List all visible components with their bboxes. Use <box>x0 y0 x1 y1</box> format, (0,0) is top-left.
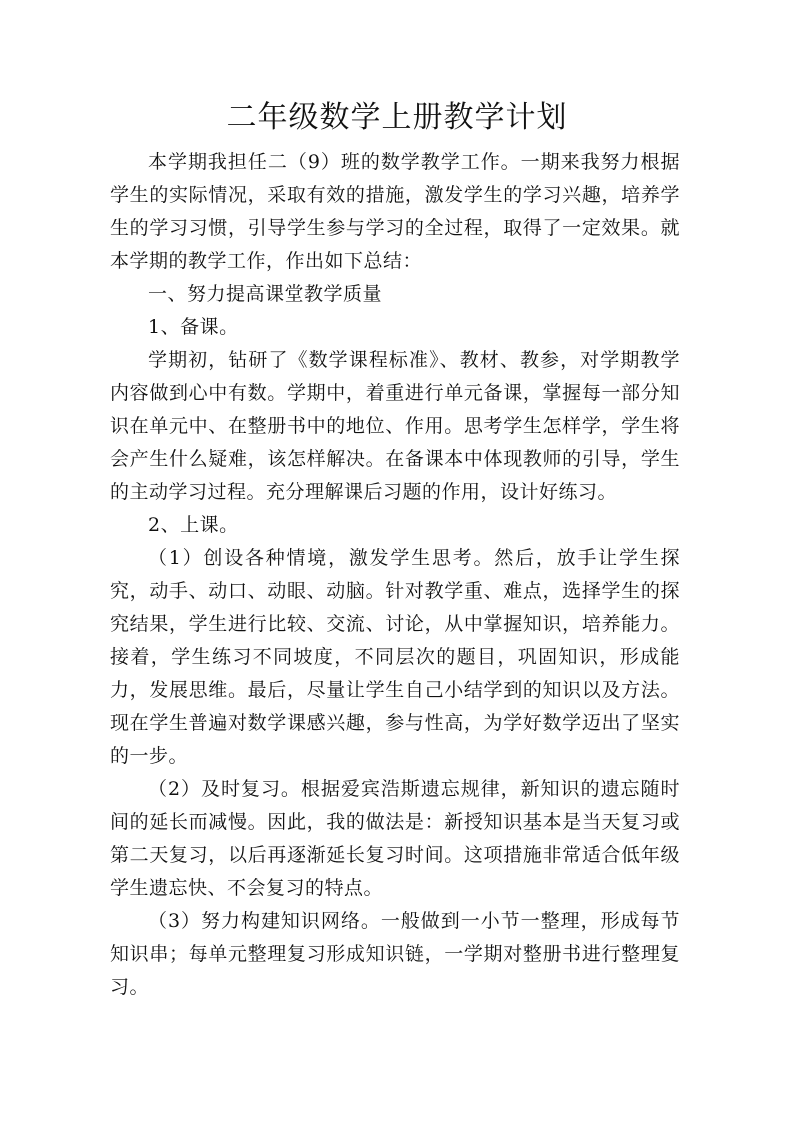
teaching-point-paragraph: （3）努力构建知识网络。一般做到一小节一整理，形成每节知识串；每单元整理复习形成知识链，一学期对整册书进行整理复习。 <box>110 910 680 998</box>
teaching-point-paragraph: （1）创设各种情境，激发学生思考。然后，放手让学生探究，动手、动口、动眼、动脑。针对教学重、难点，选择学生的探究结果，学生进行比较、交流、讨论，从中掌握知识，培养能力。接着，学生练习不同坡度，不同层次的题目，巩固知识，形成能力，发展思维。最后，尽量让学生自己小结学到的知识以及方法。现在学生普遍对数学课感兴趣，参与性高，为学好数学迈出了坚实的一步。 <box>110 547 680 767</box>
intro-paragraph: 本学期我担任二（9）班的数学教学工作。一期来我努力根据学生的实际情况，采取有效的措施，激发学生的学习兴趣，培养学生的学习习惯，引导学生参与学习的全过程，取得了一定效果。就本学期的教学工作，作出如下总结： <box>110 151 680 272</box>
subsection-heading: 1、备课。 <box>148 316 239 338</box>
subsection-heading: 2、上课。 <box>148 514 239 536</box>
document-body <box>110 146 680 1004</box>
section-heading: 一、努力提高课堂教学质量 <box>148 283 383 305</box>
page-title: 二年级数学上册教学计划 <box>226 100 568 135</box>
lesson-prep-paragraph: 学期初，钻研了《数学课程标准》、教材、教参，对学期教学内容做到心中有数。学期中，着重进行单元备课，掌握每一部分知识在单元中、在整册书中的地位、作用。思考学生怎样学，学生将会产生什么疑难，该怎样解决。在备课本中体现教师的引导，学生的主动学习过程。充分理解课后习题的作用，设计好练习。 <box>110 349 680 503</box>
teaching-point-paragraph: （2）及时复习。根据爱宾浩斯遗忘规律，新知识的遗忘随时间的延长而减慢。因此，我的做法是：新授知识基本是当天复习或第二天复习，以后再逐渐延长复习时间。这项措施非常适合低年级学生遗忘快、不会复习的特点。 <box>110 778 680 899</box>
